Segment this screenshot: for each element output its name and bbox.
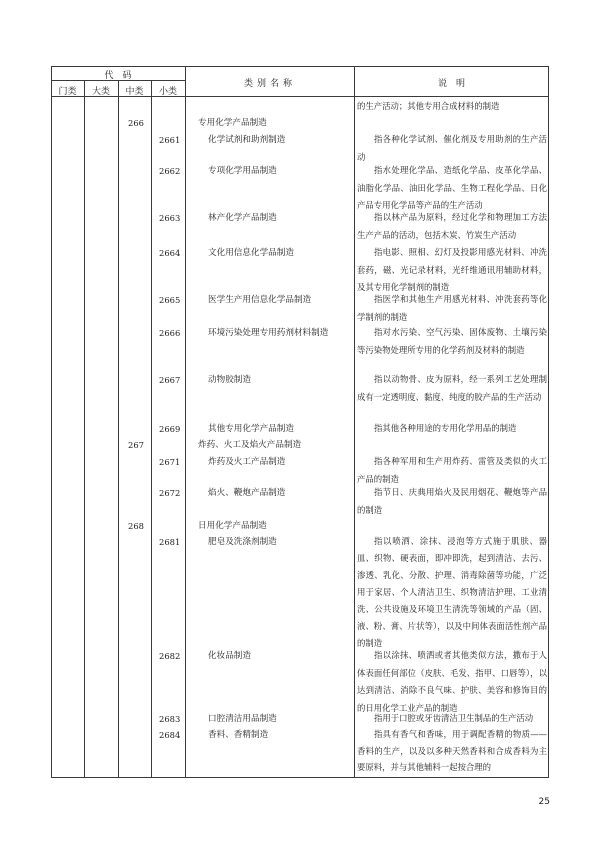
category-name: 专项化学用品制造 [208, 166, 277, 176]
page-number: 25 [538, 797, 550, 807]
table-left-border [51, 66, 52, 778]
category-description: 指节日、庆典用焰火及民用烟花、鞭炮等产品的制造 [357, 487, 547, 515]
category-name: 炸药及火工产品制造 [208, 457, 286, 467]
col-divider-name [185, 66, 186, 778]
category-name: 炸药、火工及焰火产品制造 [198, 440, 302, 450]
small-code: 2671 [159, 457, 181, 467]
category-description: 指医学和其他生产用感光材料、冲洗套药等化学制剂的制造 [357, 294, 547, 322]
header-name: 类别名称 [243, 79, 296, 89]
col-divider-big [84, 80, 85, 778]
small-code: 2661 [159, 135, 181, 145]
header-code: 代 码 [104, 71, 132, 81]
category-description: 指其他各种用途的专用化学用品的制造 [374, 423, 517, 433]
header-door: 门类 [58, 87, 77, 97]
small-code: 2662 [159, 166, 181, 176]
category-description: 指具有香气和香味，用于调配香精的物质——香料的生产，以及以多种天然香料和合成香料为主要原料，并与其他辅料一起按合理的 [357, 729, 547, 772]
header-mid: 中类 [125, 87, 144, 97]
category-name: 焰火、鞭炮产品制造 [208, 488, 286, 498]
category-name: 口腔清洁用品制造 [208, 714, 277, 724]
category-description: 指各种军用和生产用炸药、雷管及类似的火工产品的制造 [357, 456, 547, 484]
small-code: 2666 [159, 328, 181, 338]
small-code: 2669 [159, 424, 181, 434]
table-top-border [51, 66, 549, 67]
category-name: 日用化学产品制造 [198, 521, 267, 531]
category-name: 环境污染处理专用药剂材料制造 [208, 328, 329, 338]
continuation-text: 的生产活动；其他专用合成材料的制造 [357, 101, 500, 111]
category-description: 指水处理化学品、造纸化学品、皮革化学品、油脂化学品、油田化学品、生物工程化学品、日化产品专用化学品等产品的生产活动 [357, 165, 547, 210]
header-big: 大类 [91, 87, 110, 97]
category-name: 医学生产用信息化学品制造 [208, 295, 312, 305]
category-description: 指以喷洒、涂抹、浸泡等方式施于肌肤、器皿、织物、硬表面，即冲即洗，起到清洁、去污、渗透、乳化、分散、护理、消毒除菌等功能，广泛用于家居、个人清洁卫生、织物清洁护理、工业清洗、公共设施及环境卫生清洗等领域的产品（固、液、粉、膏、片状等），以及中间体表面活性剂产品的制造 [357, 536, 547, 648]
category-name: 专用化学产品制造 [198, 118, 267, 128]
category-name: 文化用信息化学品制造 [208, 248, 294, 258]
col-divider-small [151, 80, 152, 778]
small-code: 2672 [159, 488, 181, 498]
category-description: 指对水污染、空气污染、固体废物、土壤污染等污染物处理所专用的化学药剂及材料的制造 [357, 327, 547, 355]
category-description: 指以涂抹、喷洒或者其他类似方法，撒布于人体表面任何部位（皮肤、毛发、指甲、口唇等），以达到清洁、消除不良气味、护肤、美容和修饰目的的日用化学工业产品的制造 [357, 650, 547, 713]
category-description: 指以动物骨、皮为原料，经一系列工艺处理制成有一定透明度、黏度、纯度的胶产品的生产活动 [357, 374, 547, 402]
small-code: 2664 [159, 248, 181, 258]
small-code: 2683 [159, 714, 181, 724]
small-code: 2681 [159, 537, 181, 547]
category-name: 香料、香精制造 [208, 730, 269, 740]
small-code: 2665 [159, 295, 181, 305]
col-divider-desc [354, 66, 355, 778]
table-right-border [548, 66, 549, 778]
category-name: 肥皂及洗涤剂制造 [208, 537, 277, 547]
small-code: 2684 [159, 730, 181, 740]
category-name: 化学试剂和助剂制造 [208, 135, 286, 145]
table-bottom-border [51, 777, 549, 778]
category-name: 其他专用化学产品制造 [208, 424, 294, 434]
category-name: 动物胶制造 [208, 375, 251, 385]
category-description: 指电影、照相、幻灯及投影用感光材料、冲洗套药，磁、光记录材料，光纤维通讯用辅助材料，及其专用化学制剂的制造 [357, 247, 547, 292]
category-name: 林产化学产品制造 [208, 213, 277, 223]
mid-code: 267 [128, 440, 144, 450]
mid-code: 268 [128, 521, 144, 531]
mid-code: 266 [128, 118, 144, 128]
category-name: 化妆品制造 [208, 651, 251, 661]
small-code: 2682 [159, 651, 181, 661]
small-code: 2663 [159, 213, 181, 223]
header-small: 小类 [158, 87, 177, 97]
category-description: 指以林产品为原料，经过化学和物理加工方法生产产品的活动，包括木炭、竹炭生产活动 [357, 212, 547, 240]
col-divider-mid [118, 80, 119, 778]
category-description: 指用于口腔或牙齿清洁卫生制品的生产活动 [374, 713, 534, 723]
small-code: 2667 [159, 375, 181, 385]
category-description: 指各种化学试剂、催化剂及专用助剂的生产活动 [357, 134, 547, 162]
header-desc: 说 明 [437, 79, 465, 89]
